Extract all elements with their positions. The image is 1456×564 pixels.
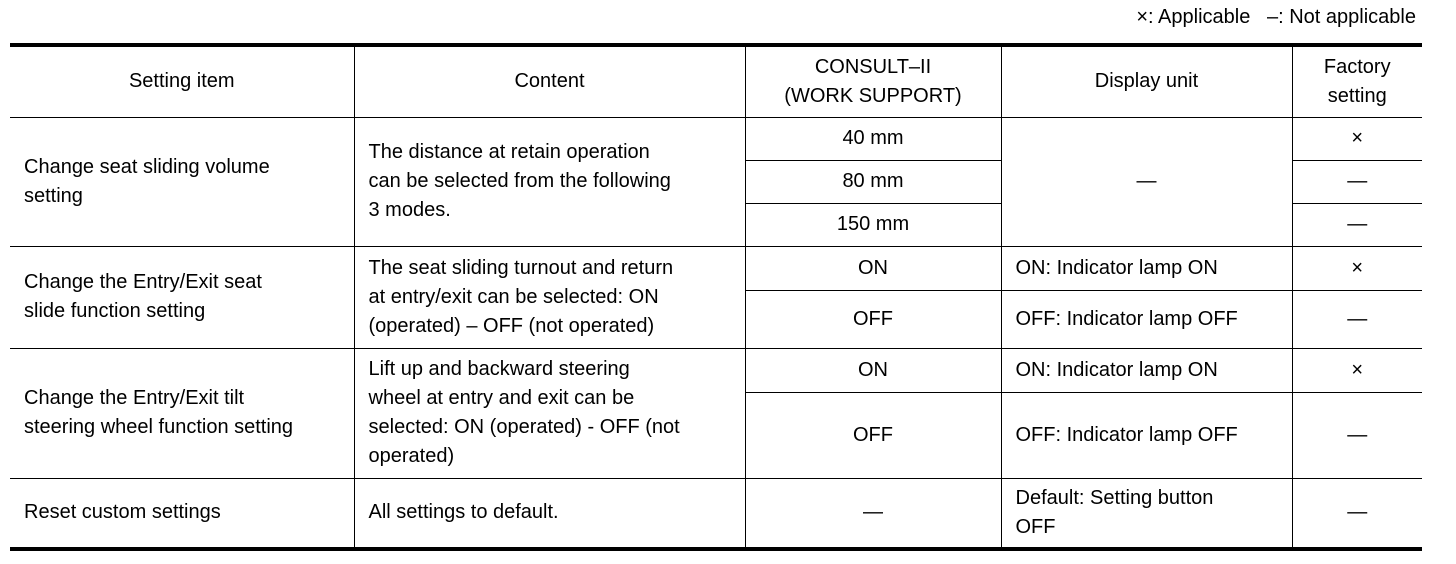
consult-value: ON [745,246,1001,290]
display-unit-cell: ON: Indicator lamp ON [1001,246,1292,290]
content-cell: The distance at retain operation can be selected from the following 3 modes. [354,117,745,246]
settings-table [10,43,1422,551]
display-unit-cell: OFF: Indicator lamp OFF [1001,290,1292,348]
legend: ×: Applicable –: Not applicable [1136,6,1416,28]
header-content: Content [354,45,745,117]
header-consult: CONSULT–II (WORK SUPPORT) [745,45,1001,117]
factory-setting-mark: — [1292,392,1422,478]
table-row [10,348,1422,392]
factory-setting-mark: — [1292,203,1422,246]
display-unit-cell: ON: Indicator lamp ON [1001,348,1292,392]
setting-item-cell: Change seat sliding volume setting [10,117,354,246]
factory-setting-mark: × [1292,246,1422,290]
factory-setting-mark: × [1292,348,1422,392]
factory-setting-mark: × [1292,117,1422,160]
setting-item-cell: Reset custom settings [10,478,354,549]
display-unit-cell: — [1001,117,1292,246]
display-unit-cell: Default: Setting button OFF [1001,478,1292,549]
table-row [10,246,1422,290]
factory-setting-mark: — [1292,290,1422,348]
factory-setting-mark: — [1292,478,1422,549]
setting-item-cell: Change the Entry/Exit tilt steering wheel function setting [10,348,354,478]
header-setting-item: Setting item [10,45,354,117]
table-header-row [10,45,1422,117]
table-row [10,117,1422,160]
consult-value: — [745,478,1001,549]
content-cell: All settings to default. [354,478,745,549]
factory-setting-mark: — [1292,160,1422,203]
consult-value: ON [745,348,1001,392]
content-cell: The seat sliding turnout and return at entry/exit can be selected: ON (operated) – OFF (not operated) [354,246,745,348]
header-factory-setting: Factory setting [1292,45,1422,117]
display-unit-cell: OFF: Indicator lamp OFF [1001,392,1292,478]
consult-value: OFF [745,290,1001,348]
setting-item-cell: Change the Entry/Exit seat slide function setting [10,246,354,348]
table-row [10,478,1422,549]
consult-value: 150 mm [745,203,1001,246]
consult-value: 80 mm [745,160,1001,203]
content-cell: Lift up and backward steering wheel at entry and exit can be selected: ON (operated) - OFF (not operated) [354,348,745,478]
consult-value: 40 mm [745,117,1001,160]
consult-value: OFF [745,392,1001,478]
header-display-unit: Display unit [1001,45,1292,117]
